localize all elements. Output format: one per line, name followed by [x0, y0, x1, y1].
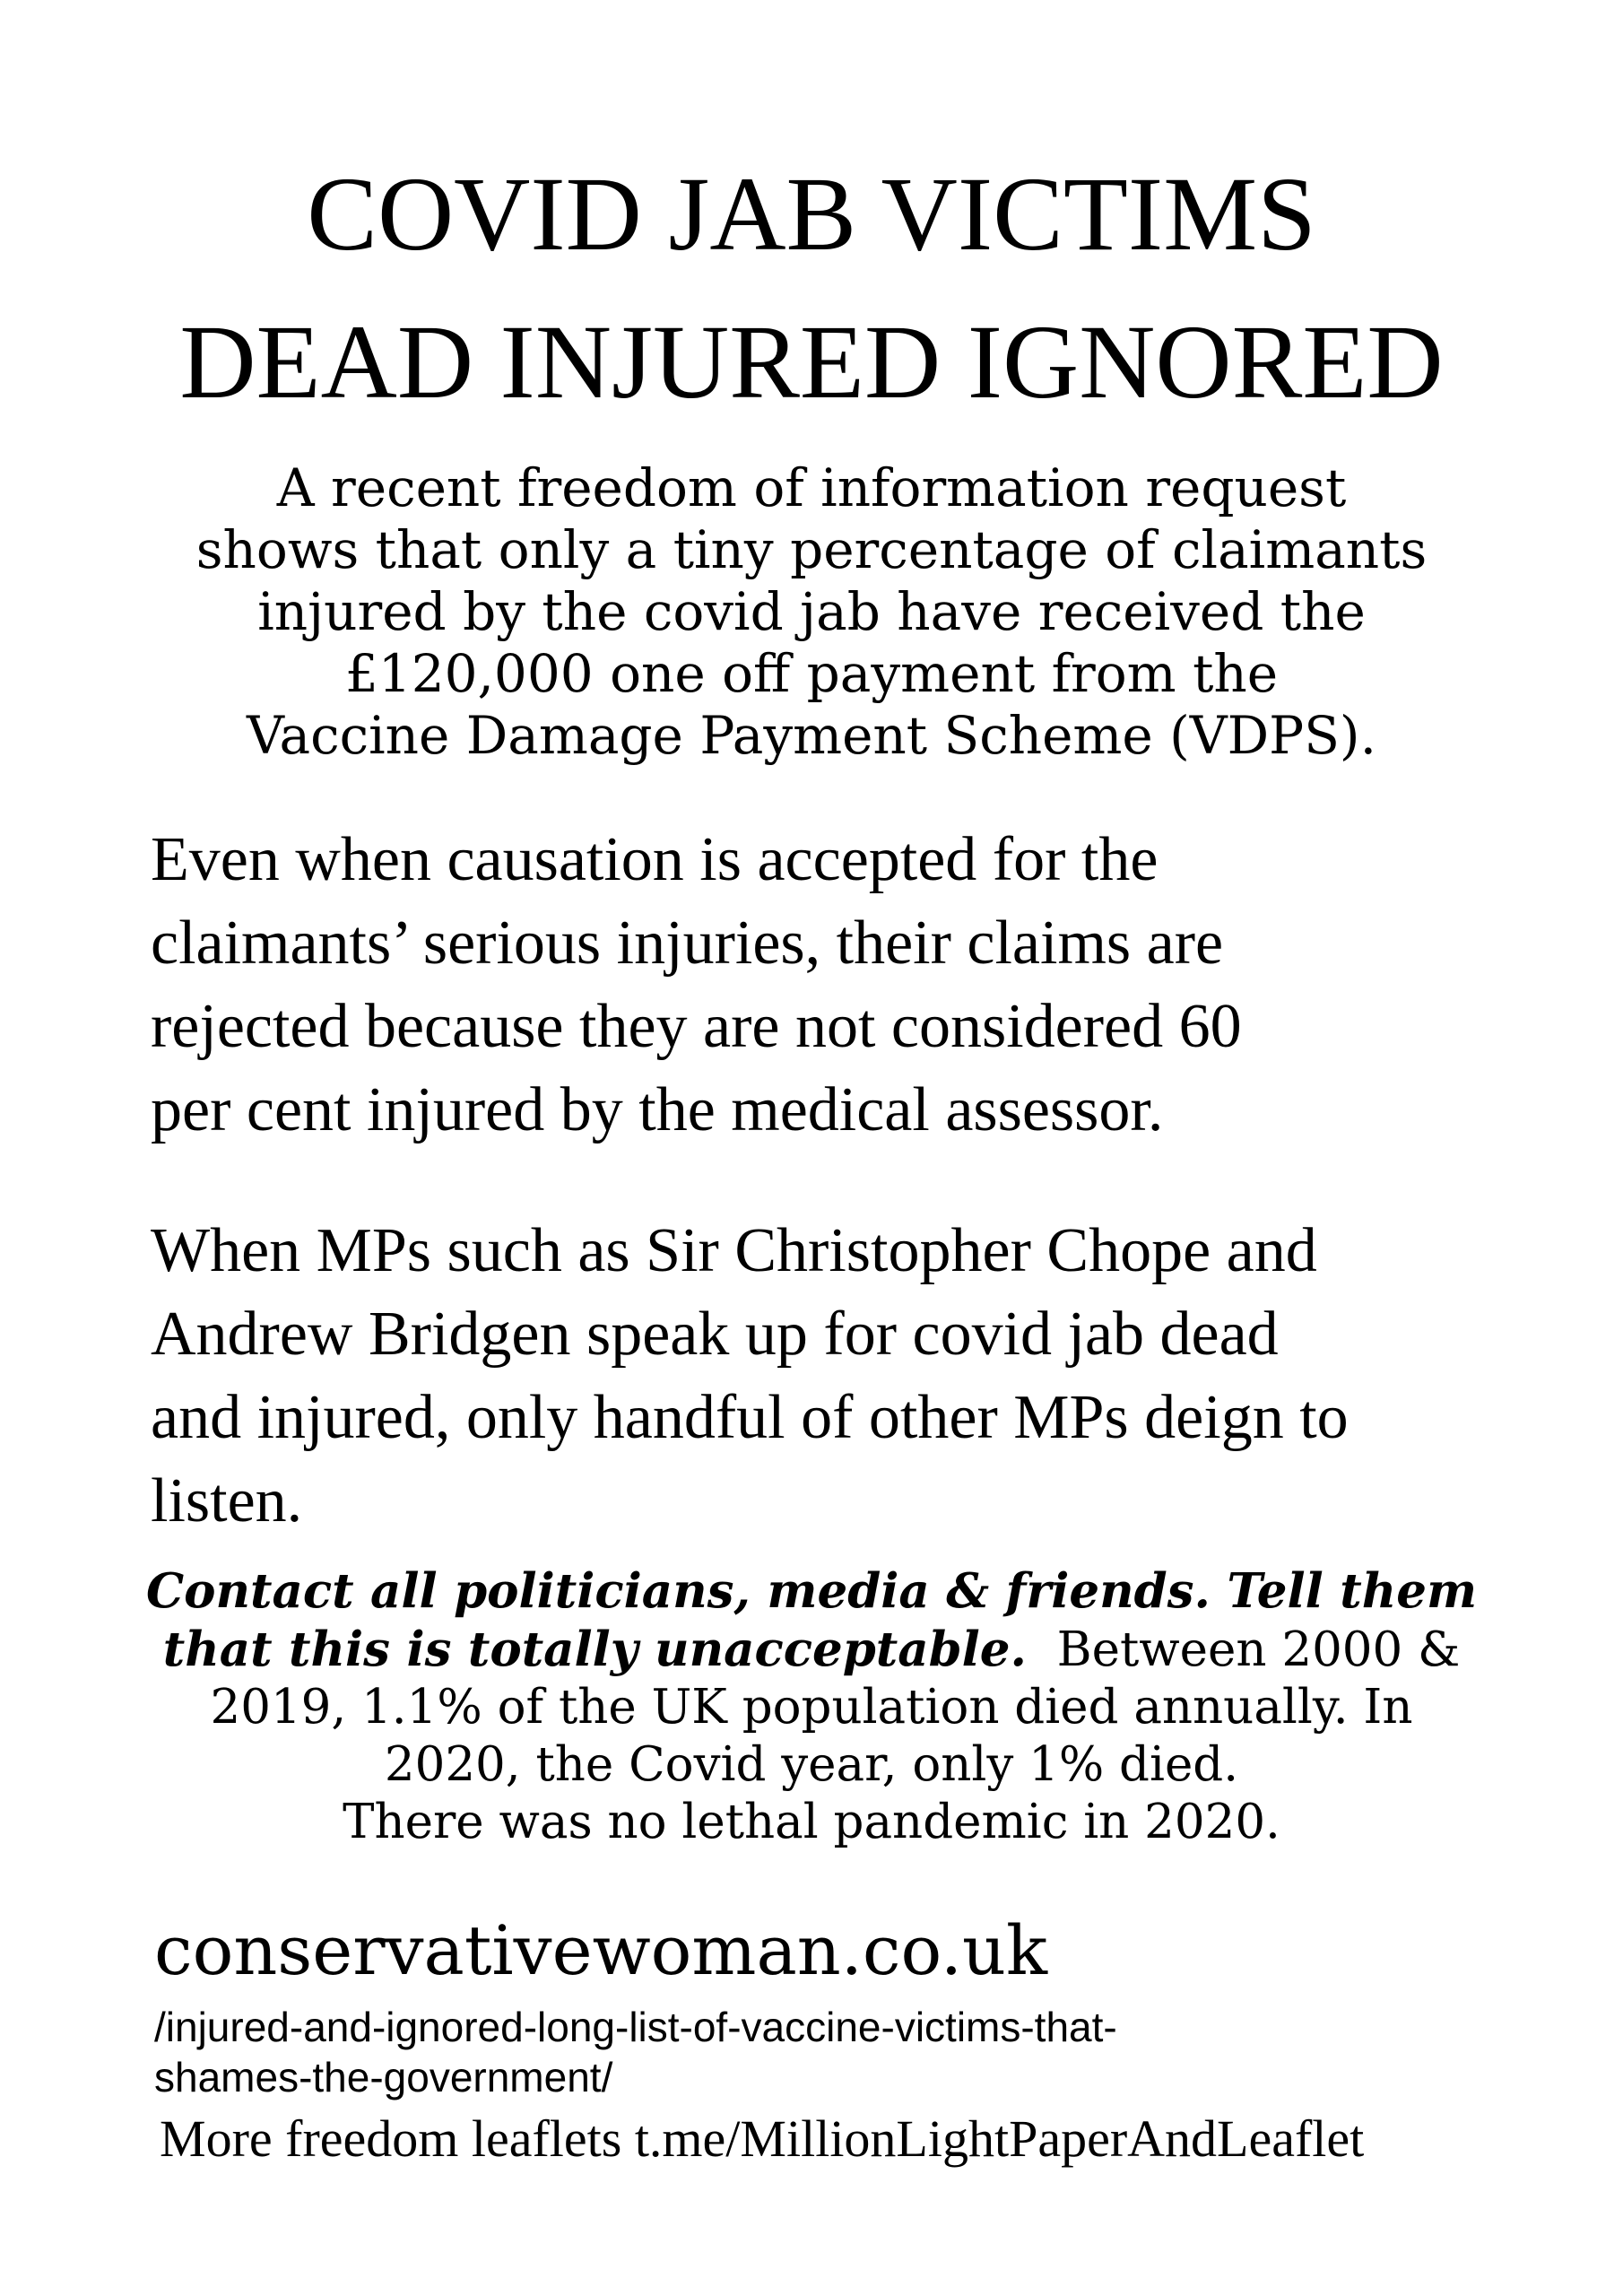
contact-line: 2020, the Covid year, only 1% died. [384, 1737, 1239, 1792]
paragraph-line: Andrew Bridgen speak up for covid jab dead [151, 1300, 1279, 1369]
paragraph-line: When MPs such as Sir Christopher Chope and [151, 1216, 1317, 1285]
headline-line-2: DEAD INJURED IGNORED [179, 303, 1444, 421]
contact-paragraph [0, 1562, 1623, 1851]
source-path [154, 2002, 1499, 2102]
paragraph-line: per cent injured by the medical assessor. [151, 1075, 1164, 1144]
intro-line: £120,000 one off payment from the [344, 643, 1279, 704]
headline-line-1: COVID JAB VICTIMS [307, 155, 1316, 273]
contact-line: There was no lethal pandemic in 2020. [343, 1795, 1280, 1849]
contact-line: 2019, 1.1% of the UK population died annually. In [210, 1680, 1413, 1735]
paragraph-line: rejected because they are not considered 60 [151, 992, 1242, 1061]
contact-line [0, 1562, 1623, 1621]
source-path-line: shames-the-government/ [154, 2054, 613, 2100]
intro-line: injured by the covid jab have received the [257, 581, 1366, 642]
paragraph-line: and injured, only handful of other MPs deign to [151, 1383, 1349, 1452]
contact-line [0, 1621, 1623, 1679]
contact-text: Between 2000 & [1026, 1622, 1461, 1677]
source-site: conservativewoman.co.uk [154, 1910, 1048, 1990]
call-to-action-emphasis: that this is totally unacceptable. [162, 1622, 1027, 1677]
intro-line: A recent freedom of information request [276, 457, 1347, 518]
call-to-action-emphasis: Contact all politicians, media & friends. Tell them [145, 1563, 1478, 1619]
mps-paragraph [151, 1209, 1549, 1543]
source-path-line: /injured-and-ignored-long-list-of-vaccine-victims-that- [154, 2004, 1117, 2050]
intro-line: shows that only a tiny percentage of claimants [195, 519, 1428, 580]
intro-paragraph [0, 457, 1623, 767]
paragraph-line: listen. [151, 1466, 303, 1535]
paragraph-line: Even when causation is accepted for the [151, 825, 1159, 894]
more-leaflets-footer: More freedom leaflets t.me/MillionLightPaperAndLeaflet [160, 2109, 1365, 2168]
causation-paragraph [151, 818, 1549, 1152]
intro-line: Vaccine Damage Payment Scheme (VDPS). [247, 705, 1376, 766]
paragraph-line: claimants’ serious injuries, their claims are [151, 909, 1224, 978]
